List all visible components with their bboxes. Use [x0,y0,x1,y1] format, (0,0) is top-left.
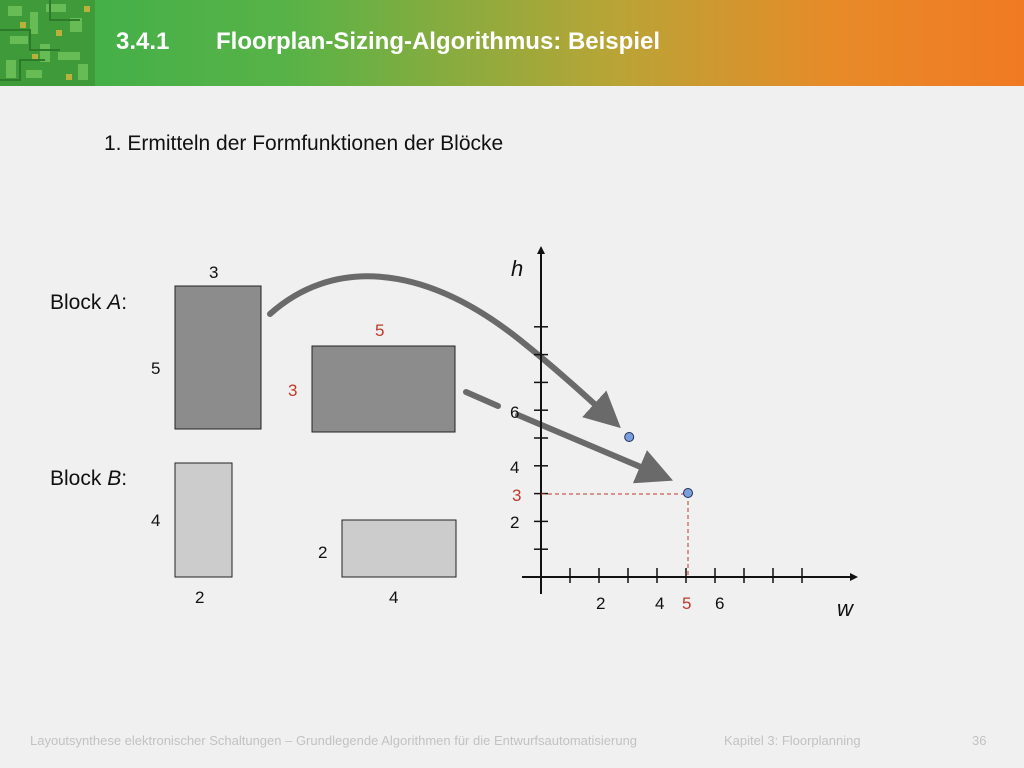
h-tick-label-2: 2 [510,513,520,532]
block-b-h-height: 2 [318,543,328,562]
block-b-horizontal-rect [342,520,456,577]
w-tick-label-2: 2 [596,594,606,613]
arrow-a-horizontal-dash [466,392,498,406]
block-a-h-width: 5 [375,321,385,340]
h-tick-label-4: 4 [510,458,520,477]
title-text: Floorplan-Sizing-Algorithmus: Beispiel [216,28,660,55]
w-tick-label-4: 4 [655,594,665,613]
h-axis-label: h [511,256,524,281]
block-a-label: Block A: [50,291,128,314]
block-a-v-height: 5 [151,359,161,378]
block-b-v-width: 2 [195,588,205,607]
block-a-vertical-rect [175,286,261,429]
footer-page-number: 36 [972,733,987,748]
h-tick-label-6: 6 [510,403,520,422]
w-highlight-label: 5 [682,594,692,613]
h-highlight-label: 3 [512,486,522,505]
arrow-a-horizontal-to-point [518,415,662,476]
w-axis-ticks [570,568,802,583]
step-heading: 1. Ermitteln der Formfunktionen der Blöcke [104,132,504,155]
block-a-h-height: 3 [288,381,298,400]
shape-point-1 [625,433,634,442]
block-a-horizontal-rect [312,346,455,432]
shape-point-2 [684,489,693,498]
block-a-v-width: 3 [209,263,219,282]
section-number: 3.4.1 [116,28,170,55]
w-axis-label: w [837,596,853,621]
footer-course: Layoutsynthese elektronischer Schaltungen – Grundlegende Algorithmen für die Entwurfsautomatisierung [30,733,638,748]
block-b-h-width: 4 [389,588,399,607]
block-b-v-height: 4 [151,511,161,530]
w-tick-label-6: 6 [715,594,725,613]
footer-chapter: Kapitel 3: Floorplanning [724,733,861,748]
block-b-label: Block B: [50,467,128,490]
block-b-vertical-rect [175,463,232,577]
